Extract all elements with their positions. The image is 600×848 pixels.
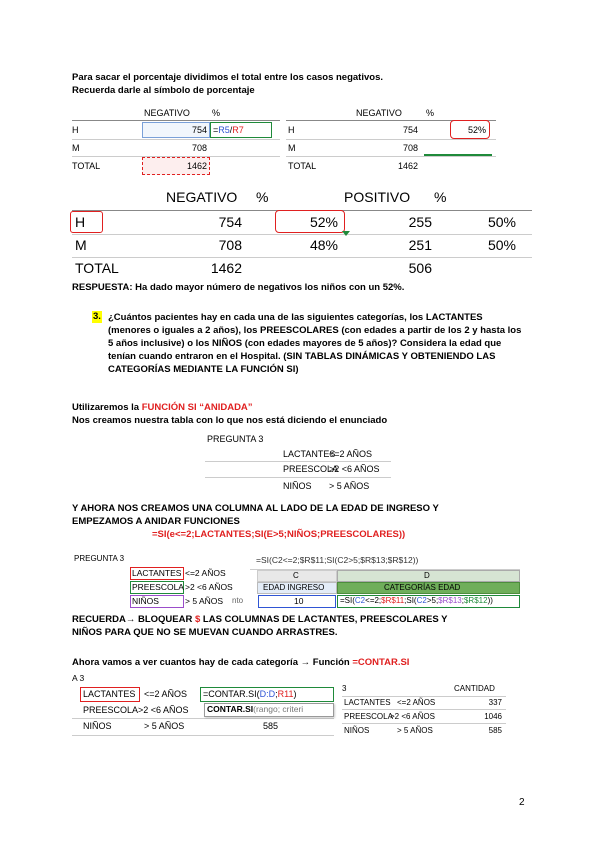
shot5-cat-1: PREESCOLA	[344, 712, 393, 721]
sheet-b-header-neg: NEGATIVO	[356, 108, 402, 118]
shot4-rule-2: > 5 AÑOS	[144, 721, 185, 731]
shot3-rule-0: <=2 AÑOS	[185, 568, 226, 578]
shot3-edad-partial: nto	[232, 596, 244, 605]
sheet-b-total-neg: 1462	[397, 161, 418, 171]
sheet-b-label-m: M	[288, 143, 296, 153]
sheet-b-active-cell[interactable]	[424, 140, 492, 156]
pregunta-cat-1: PREESCOLA	[283, 464, 339, 474]
shot5-cat-0: LACTANTES	[344, 698, 391, 707]
shot3-value: 10	[294, 596, 304, 606]
sheet-big-m-neg: 708	[218, 237, 242, 253]
question-text: ¿Cuántos pacientes hay en cada una de las siguientes categorías, los LACTANTES (menores o iguales a 2 años), los PREESCOLARES (con edades a partir de los 2 y hasta los 5 años inclusive) o los NIÑOS (con edades mayores de 5 años)? Considera la edad que tenían cuando entraron en el Hospital. (SIN TABLAS DINÁMICAS Y OBTENIENDO LAS CATEGORÍAS MEDIANTE LA FUNCIÓN SI)	[108, 312, 522, 375]
sheet-big-m-pct: 48%	[309, 237, 338, 253]
shot4-rule-1: >2 <6 AÑOS	[138, 705, 189, 715]
sheet-big-header-pos: POSITIVO	[344, 189, 411, 205]
pregunta-title: PREGUNTA 3	[207, 434, 264, 444]
y-ahora-line-2: EMPEZAMOS A ANIDAR FUNCIONES	[72, 516, 240, 527]
sheet-b-h-neg: 754	[402, 125, 418, 135]
shot3-header-cat: CATEGORÍAS EDAD	[384, 583, 461, 592]
sheet-big	[72, 185, 532, 277]
sheet-big-label-total: TOTAL	[75, 260, 119, 276]
sheet-a-label-m: M	[72, 143, 80, 153]
recuerda-line-2: NIÑOS PARA QUE NO SE MUEVAN CUANDO ARRASTRES.	[72, 627, 338, 638]
sheet-b-label-h: H	[288, 125, 295, 135]
sheet-a-m-neg: 708	[191, 143, 207, 153]
shot5-count-0: 337	[488, 698, 502, 707]
sheet-b-header-pct: %	[426, 108, 435, 118]
sheet-big-m-pct2: 50%	[487, 237, 516, 253]
sheet-big-total-pos: 506	[408, 260, 432, 276]
contar-si-screenshot	[72, 673, 334, 741]
utilizaremos: Utilizaremos la FUNCIÓN SI “ANIDADA”	[72, 402, 253, 413]
shot5-count-1: 1046	[484, 712, 502, 721]
sheet-big-header-neg: NEGATIVO	[166, 189, 238, 205]
sheet-b-h-pct: 52%	[467, 125, 486, 135]
sheet-a-label-h: H	[72, 125, 79, 135]
shot4-cat-0: LACTANTES	[83, 689, 136, 699]
sheet-b-m-neg: 708	[402, 143, 418, 153]
shot4-formula: =CONTAR.SI(D:D;R11)	[203, 689, 297, 699]
shot3-cat-0: LACTANTES	[132, 568, 182, 578]
shot4-cat-1: PREESCOLA	[83, 705, 139, 715]
shot3-header-edad: EDAD INGRESO	[263, 583, 325, 592]
sheet-big-label-h: H	[75, 214, 86, 230]
sheet-a-h-neg: 754	[191, 125, 207, 135]
sheet-big-h-pct2: 50%	[487, 214, 516, 230]
shot3-col-c: C	[293, 571, 299, 580]
pregunta-cat-0: LACTANTES	[283, 449, 336, 459]
shot3-title: PREGUNTA 3	[74, 554, 125, 563]
respuesta: RESPUESTA: Ha dado mayor número de negativos los niños con un 52%.	[72, 282, 405, 293]
shot3-rule-2: > 5 AÑOS	[185, 596, 224, 606]
shot5-count-2: 585	[488, 726, 502, 735]
sheet-a	[72, 106, 280, 178]
sheet-b-label-total: TOTAL	[288, 161, 317, 171]
shot4-corner: A 3	[72, 673, 85, 683]
shot3-rule-1: >2 <6 AÑOS	[185, 582, 233, 592]
pregunta-cat-2: NIÑOS	[283, 481, 312, 491]
shot4-tooltip-text: CONTAR.SI(rango; criteri	[207, 704, 304, 714]
sheet-big-label-m: M	[75, 237, 87, 253]
recuerda-line-1: RECUERDA→ BLOQUEAR $ LAS COLUMNAS DE LACTANTES, PREESCOLARES Y	[72, 614, 448, 625]
ahora-vamos: Ahora vamos a ver cuantos hay de cada categoría → Función =CONTAR.SI	[72, 657, 410, 668]
y-ahora-formula: =SI(e<=2;LACTANTES;SI(E>5;NIÑOS;PREESCOLARES))	[152, 529, 406, 540]
pregunta-table	[205, 432, 395, 494]
shot5-corner: 3	[342, 684, 347, 693]
shot4-result: 585	[262, 721, 278, 731]
shot3-cat-1: PREESCOLA	[132, 582, 184, 592]
shot5-rule-0: <=2 AÑOS	[397, 698, 436, 707]
shot5-rule-2: > 5 AÑOS	[397, 726, 433, 735]
shot3-cell-formula: =SI(C2<=2;$R$11;SI(C2>5;$R$13;$R$12))	[340, 596, 493, 605]
y-ahora-line-1: Y AHORA NOS CREAMOS UNA COLUMNA AL LADO DE LA EDAD DE INGRESO Y	[72, 503, 439, 514]
shot5-rule-1: >2 <6 AÑOS	[390, 712, 435, 721]
shot5-header: CANTIDAD	[454, 684, 495, 693]
intro-line-1: Para sacar el porcentaje dividimos el total entre los casos negativos.	[72, 72, 383, 83]
pregunta-rule-0: <=2 AÑOS	[329, 449, 373, 459]
question-number: 3.	[93, 311, 101, 322]
pregunta-rule-2: > 5 AÑOS	[329, 481, 370, 491]
sheet-big-m-pos: 251	[408, 237, 432, 253]
shot4-rule-0: <=2 AÑOS	[144, 689, 188, 699]
sheet-a-header-pct: %	[212, 108, 221, 118]
shot3-cat-2: NIÑOS	[132, 596, 159, 606]
sheet-big-total-neg: 1462	[210, 260, 242, 276]
shot3-formula-bar: =SI(C2<=2;$R$11;SI(C2>5;$R$13;$R$12))	[256, 555, 419, 565]
shot3-col-d: D	[424, 571, 430, 580]
page-number: 2	[519, 797, 525, 808]
sheet-big-h-pct: 52%	[309, 214, 338, 230]
sheet-a-label-total: TOTAL	[72, 161, 101, 171]
sheet-a-total-neg: 1462	[186, 161, 207, 171]
shot4-cat-2: NIÑOS	[83, 721, 112, 731]
cantidad-screenshot	[342, 680, 506, 742]
pregunta-rule-1: >2 <6 AÑOS	[329, 464, 380, 474]
sheet-b	[286, 106, 496, 178]
sheet-big-h-pos: 255	[408, 214, 432, 230]
sheet-big-header-pct: %	[256, 189, 269, 205]
sheet-a-header-neg: NEGATIVO	[144, 108, 190, 118]
shot5-cat-2: NIÑOS	[344, 726, 370, 735]
sheet-big-h-neg: 754	[218, 214, 242, 230]
sheet-formula-screenshot	[72, 553, 520, 609]
sheet-a-formula: =R5/R7	[213, 125, 244, 135]
sheet-big-header-pct2: %	[434, 189, 447, 205]
nos-creamos: Nos creamos nuestra tabla con lo que nos está diciendo el enunciado	[72, 415, 388, 426]
intro-line-2: Recuerda darle al símbolo de porcentaje	[72, 85, 255, 96]
